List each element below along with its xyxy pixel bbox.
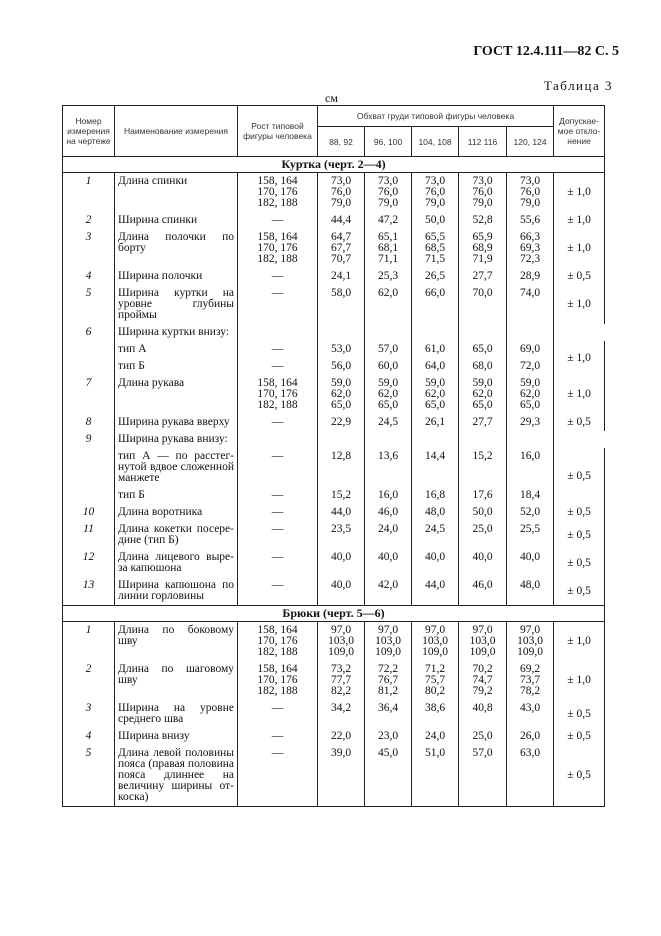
row-tolerance: ± 1,0 [554,661,605,700]
row-height: — [238,285,318,324]
row-value [507,431,554,448]
row-name: Длина лицевого выре-за капюшона [115,549,238,577]
row-value: 71,2 75,7 80,2 [412,661,459,700]
table-row [63,700,605,728]
row-value: 42,0 [365,577,412,606]
row-number: 1 [63,622,115,662]
row-number: 4 [63,268,115,285]
row-tolerance: ± 1,0 [554,285,605,324]
row-number: 10 [63,504,115,521]
row-tolerance: ± 0,5 [554,414,605,431]
table-row [63,414,605,431]
row-value: 50,0 [459,504,507,521]
row-value: 65,0 [459,341,507,358]
table-row [63,549,605,577]
row-number: 13 [63,577,115,606]
row-number [63,358,115,375]
row-number: 3 [63,700,115,728]
row-name: Ширина на уровне среднего шва [115,700,238,728]
row-name: Ширина рукава вверху [115,414,238,431]
row-value: 64,0 [412,358,459,375]
table-row [63,341,605,358]
row-value: 43,0 [507,700,554,728]
row-height: 158, 164 170, 176 182, 188 [238,173,318,213]
row-value: 73,0 76,0 79,0 [318,173,365,213]
row-value: 40,0 [412,549,459,577]
row-value [507,324,554,341]
table-row [63,431,605,448]
row-number: 6 [63,324,115,341]
row-name: Ширина спинки [115,212,238,229]
row-height: — [238,549,318,577]
row-name: Длина полочки по борту [115,229,238,268]
row-tolerance: ± 0,5 [554,745,605,807]
row-value [412,431,459,448]
row-value: 52,8 [459,212,507,229]
col-header-name: Наименование измерения [115,106,238,157]
row-value: 66,3 69,3 72,3 [507,229,554,268]
row-value: 40,8 [459,700,507,728]
row-number [63,341,115,358]
row-value: 70,2 74,7 79,2 [459,661,507,700]
table-row [63,728,605,745]
row-value: 66,0 [412,285,459,324]
row-value: 16,8 [412,487,459,504]
row-value: 44,0 [318,504,365,521]
row-tolerance: ± 0,5 [554,700,605,728]
row-value: 73,0 76,0 79,0 [507,173,554,213]
row-value: 64,7 67,7 70,7 [318,229,365,268]
table-row [63,268,605,285]
row-value: 13,6 [365,448,412,487]
row-value: 48,0 [507,577,554,606]
table-row [63,504,605,521]
row-value: 24,5 [412,521,459,549]
row-number: 2 [63,212,115,229]
row-value: 58,0 [318,285,365,324]
row-tolerance: ± 0,5 [554,504,605,521]
row-name: тип А [115,341,238,358]
row-value: 25,3 [365,268,412,285]
row-value: 55,6 [507,212,554,229]
row-value: 22,0 [318,728,365,745]
table-row [63,521,605,549]
row-value: 29,3 [507,414,554,431]
row-value: 65,9 68,9 71,9 [459,229,507,268]
row-value: 68,0 [459,358,507,375]
col-header-size: 96, 100 [365,127,412,157]
table-row [63,661,605,700]
table-row [63,324,605,341]
row-value: 34,2 [318,700,365,728]
row-value [459,431,507,448]
row-value: 40,0 [365,549,412,577]
row-tolerance: ± 0,5 [554,521,605,549]
row-value: 25,0 [459,521,507,549]
row-value: 46,0 [365,504,412,521]
table-row [63,229,605,268]
row-number: 1 [63,173,115,213]
row-name: Длина левой половины пояса (правая половина пояса длиннее на величину ширины от-коска) [115,745,238,807]
row-number [63,487,115,504]
row-value: 27,7 [459,414,507,431]
row-value: 40,0 [318,549,365,577]
row-tolerance: ± 1,0 [554,229,605,268]
row-value: 59,0 62,0 65,0 [507,375,554,414]
row-value: 44,4 [318,212,365,229]
row-value: 16,0 [507,448,554,487]
row-value: 48,0 [412,504,459,521]
row-number: 9 [63,431,115,448]
row-value: 73,0 76,0 79,0 [459,173,507,213]
row-value: 14,4 [412,448,459,487]
row-value: 47,2 [365,212,412,229]
row-name: Ширина внизу [115,728,238,745]
row-height [238,324,318,341]
row-value: 69,0 [507,341,554,358]
row-tolerance: ± 0,5 [554,268,605,285]
row-value: 18,4 [507,487,554,504]
col-header-size: 120, 124 [507,127,554,157]
row-name: Длина по боковому шву [115,622,238,662]
row-value: 59,0 62,0 65,0 [459,375,507,414]
row-value: 15,2 [318,487,365,504]
row-value: 59,0 62,0 65,0 [365,375,412,414]
row-value [318,431,365,448]
col-header-size: 104, 108 [412,127,459,157]
row-name: Ширина полочки [115,268,238,285]
row-value: 50,0 [412,212,459,229]
row-value: 62,0 [365,285,412,324]
row-number: 12 [63,549,115,577]
row-height: — [238,358,318,375]
row-value: 22,9 [318,414,365,431]
row-value: 74,0 [507,285,554,324]
row-height: — [238,487,318,504]
row-value: 23,0 [365,728,412,745]
row-number: 2 [63,661,115,700]
row-value: 12,8 [318,448,365,487]
section-title: Куртка (черт. 2—4) [63,157,605,173]
row-value: 65,5 68,5 71,5 [412,229,459,268]
table-row [63,745,605,807]
row-value: 97,0 103,0 109,0 [507,622,554,662]
row-height: — [238,728,318,745]
row-number: 3 [63,229,115,268]
row-name: Ширина куртки на уровне глубины проймы [115,285,238,324]
row-value: 73,0 76,0 79,0 [365,173,412,213]
col-header-girth: Обхват груди типовой фигуры человека [318,106,554,127]
row-value: 73,0 76,0 79,0 [412,173,459,213]
row-value: 25,5 [507,521,554,549]
table-row [63,285,605,324]
row-value: 61,0 [412,341,459,358]
table-row [63,577,605,606]
row-height: — [238,504,318,521]
col-header-tolerance: Допускае-мое откло-нение [554,106,605,157]
row-value: 57,0 [459,745,507,807]
row-value: 73,2 77,7 82,2 [318,661,365,700]
row-height: — [238,341,318,358]
table-row [63,375,605,414]
row-height: — [238,268,318,285]
row-number: 5 [63,285,115,324]
col-header-number: Номер измерения на чертеже [63,106,115,157]
page-header: ГОСТ 12.4.111—82 С. 5 [473,44,619,59]
row-value: 63,0 [507,745,554,807]
row-tolerance: ± 1,0 [554,173,605,213]
row-height: — [238,448,318,487]
row-number: 7 [63,375,115,414]
row-value: 97,0 103,0 109,0 [459,622,507,662]
row-name: Длина рукава [115,375,238,414]
row-name: Длина спинки [115,173,238,213]
row-tolerance: ± 1,0 [554,341,605,375]
table-row [63,622,605,662]
row-value: 53,0 [318,341,365,358]
row-tolerance: ± 1,0 [554,212,605,229]
row-tolerance: ± 0,5 [554,549,605,577]
table-label: Таблица 3 [543,78,613,93]
row-name: Длина воротника [115,504,238,521]
row-height [238,431,318,448]
row-height: — [238,521,318,549]
unit-label: см [325,91,338,105]
table-row [63,487,605,504]
row-height: — [238,577,318,606]
row-value: 97,0 103,0 109,0 [412,622,459,662]
row-height: — [238,745,318,807]
measurements-table [62,105,605,807]
row-tolerance: ± 0,5 [554,448,605,504]
row-value: 40,0 [318,577,365,606]
row-value: 26,5 [412,268,459,285]
row-value: 38,6 [412,700,459,728]
row-number: 4 [63,728,115,745]
row-name: Ширина капюшона по линии горловины [115,577,238,606]
col-header-size: 112 116 [459,127,507,157]
row-value: 60,0 [365,358,412,375]
row-tolerance: ± 0,5 [554,728,605,745]
row-height: — [238,212,318,229]
row-value: 26,0 [507,728,554,745]
row-value: 65,1 68,1 71,1 [365,229,412,268]
row-number: 11 [63,521,115,549]
row-value: 17,6 [459,487,507,504]
row-name: Ширина рукава внизу: [115,431,238,448]
table-row [63,173,605,213]
table-row [63,212,605,229]
row-value: 51,0 [412,745,459,807]
row-tolerance: ± 0,5 [554,577,605,606]
row-tolerance: ± 1,0 [554,375,605,414]
row-value: 52,0 [507,504,554,521]
row-value: 72,0 [507,358,554,375]
row-value: 40,0 [507,549,554,577]
row-value: 26,1 [412,414,459,431]
row-value [318,324,365,341]
table-row [63,358,605,375]
row-height: 158, 164 170, 176 182, 188 [238,622,318,662]
row-height: — [238,700,318,728]
row-value [459,324,507,341]
row-value: 24,0 [412,728,459,745]
row-height: 158, 164 170, 176 182, 188 [238,375,318,414]
section-title: Брюки (черт. 5—6) [63,606,605,622]
row-value [365,431,412,448]
row-value: 40,0 [459,549,507,577]
row-height: 158, 164 170, 176 182, 188 [238,661,318,700]
row-name: Длина кокетки посере-дине (тип Б) [115,521,238,549]
row-name: тип Б [115,358,238,375]
row-value [365,324,412,341]
row-value: 59,0 62,0 65,0 [412,375,459,414]
row-value: 72,2 76,7 81,2 [365,661,412,700]
row-value: 56,0 [318,358,365,375]
row-name: тип А — по расстег-нутой вдвое сложенной манжете [115,448,238,487]
row-value: 70,0 [459,285,507,324]
row-value: 45,0 [365,745,412,807]
row-value: 44,0 [412,577,459,606]
row-value: 15,2 [459,448,507,487]
row-value: 24,1 [318,268,365,285]
col-header-height: Рост типовой фигуры человека [238,106,318,157]
row-value: 36,4 [365,700,412,728]
row-value [412,324,459,341]
row-value: 57,0 [365,341,412,358]
row-value: 24,0 [365,521,412,549]
row-value: 39,0 [318,745,365,807]
row-value: 24,5 [365,414,412,431]
row-value: 69,2 73,7 78,2 [507,661,554,700]
row-value: 23,5 [318,521,365,549]
row-value: 97,0 103,0 109,0 [318,622,365,662]
row-value: 16,0 [365,487,412,504]
row-value: 27,7 [459,268,507,285]
row-tolerance: ± 1,0 [554,622,605,662]
row-value: 46,0 [459,577,507,606]
row-value: 28,9 [507,268,554,285]
row-height: 158, 164 170, 176 182, 188 [238,229,318,268]
row-value: 25,0 [459,728,507,745]
col-header-size: 88, 92 [318,127,365,157]
row-number: 5 [63,745,115,807]
row-name: тип Б [115,487,238,504]
row-value: 97,0 103,0 109,0 [365,622,412,662]
table-row [63,448,605,487]
row-height: — [238,414,318,431]
row-number: 8 [63,414,115,431]
row-value: 59,0 62,0 65,0 [318,375,365,414]
row-name: Длина по шаговому шву [115,661,238,700]
row-name: Ширина куртки внизу: [115,324,238,341]
row-number [63,448,115,487]
